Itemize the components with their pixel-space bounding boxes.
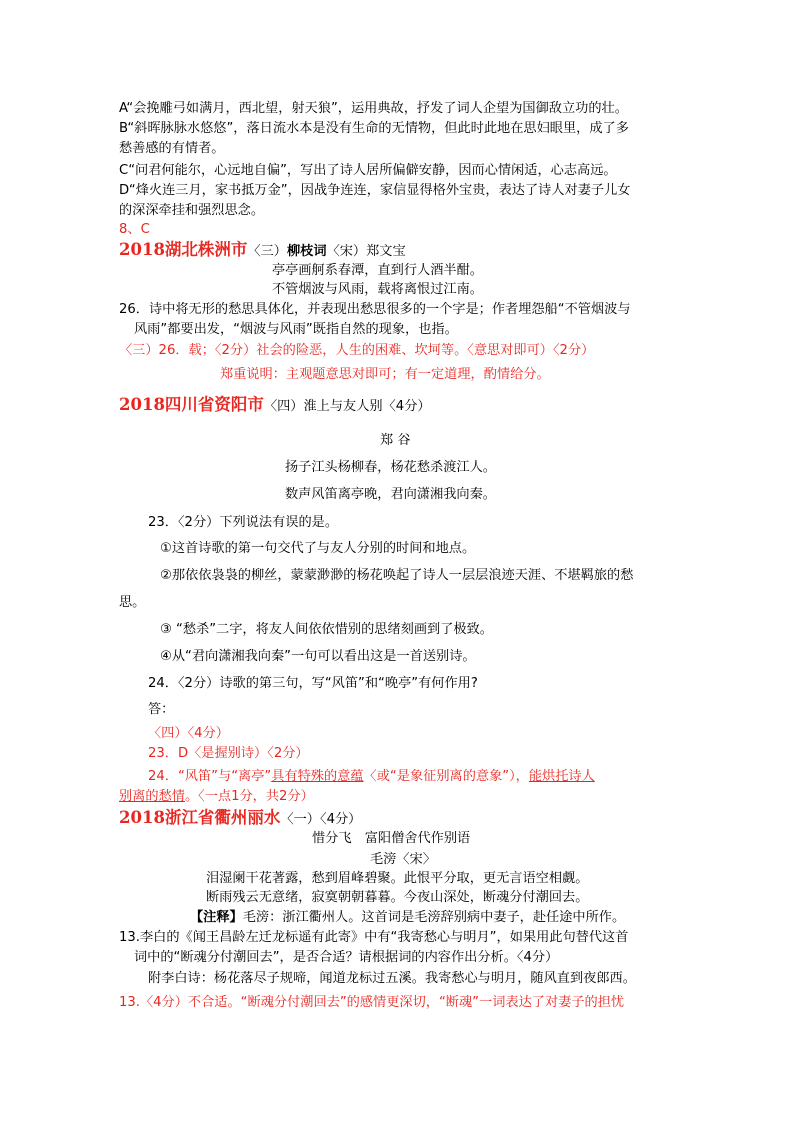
answer-13: 13.〈4分）不合适。“断魂分付潮回去”的感情更深切，“断魂”一词表达了对妻子的担忧	[119, 995, 625, 1010]
answer-24-score: 。〈一点1分，共2分）	[184, 789, 314, 804]
annotation	[190, 909, 625, 927]
poem-line-2: 数声风笛离亭晚，君向潇湘我向秦。	[285, 487, 496, 502]
region-title: 2018四川省资阳市	[119, 395, 264, 414]
option-d-line-1: D“烽火连三月，家书抵万金”，因战争连连，家信显得格外宝贵，表达了诗人对妻子儿女	[119, 183, 631, 198]
poem-author: 毛滂〈宋〉	[370, 852, 436, 867]
poem-title: 惜分飞 富阳僧舍代作别语	[312, 831, 471, 846]
option-a-line: A“会挽雕弓如满月，西北望，射天狼”，运用典故，抒发了词人企望为国御敌立功的壮。	[119, 101, 628, 116]
poem-line-1: 亭亭画舸系春潭，直到行人酒半酣。	[272, 263, 483, 278]
annotation-text: 毛滂：浙江衢州人。这首词是毛滂辞别病中妻子，赴任途中所作。	[242, 910, 626, 925]
poem-line-2: 不管烟波与风雨，载将离恨过江南。	[272, 282, 483, 297]
poem-line-1: 泪湿阑干花著露，愁到眉峰碧聚。此恨平分取，更无言语空相觑。	[206, 871, 589, 886]
annotation-label: 【注释】	[190, 910, 243, 925]
option-b-line-1: B“斜晖脉脉水悠悠”，落日流水本是没有生命的无情物，但此时此地在思妇眼里，成了多	[119, 121, 629, 136]
answer-label: 答：	[148, 702, 175, 717]
question-23: 23．〈2分）下列说法有误的是。	[148, 515, 339, 530]
answer-24-underlined-2: 能烘托诗人	[528, 769, 595, 784]
answer-24-underlined-3: 别离的愁情	[119, 789, 185, 804]
question-13-line-2: 词中的“断魂分付潮回去”，是否合适？请根据词的内容作出分析。〈4分）	[134, 950, 559, 965]
answer-24-line-2	[119, 788, 314, 806]
option-b-line-2: 愁善感的有情者。	[119, 141, 225, 156]
question-26-line-2: 风雨”都要出发，“烟波与风雨”既指自然的现象，也指。	[134, 322, 458, 337]
option-c-line: C“问君何能尔，心远地自偏”，写出了诗人居所偏僻安静，因而心情闲适，心志高远。	[119, 163, 617, 178]
section-heading-quzhou	[119, 809, 361, 829]
option-3: ③ “愁杀”二字，将友人间依依惜别的思绪刻画到了极致。	[160, 622, 493, 637]
option-2-line-2: 思。	[119, 595, 146, 610]
option-4: ④从“君向潇湘我向秦”一句可以看出这是一首送别诗。	[160, 649, 476, 664]
answer-26: 〈三）26．载；〈2分）社会的险恶，人生的困难、坎坷等。〈意思对即可）〈2分）	[119, 343, 595, 358]
option-2-line-1: ②那依依袅袅的柳丝，蒙蒙渺渺的杨花唤起了诗人一层层浪迹天涯、不堪羁旅的愁	[160, 568, 634, 583]
answer-24-underlined-1: 具有特殊的意蕴	[271, 769, 364, 784]
answer-8: 8、C	[119, 222, 150, 237]
answer-24-text: 〈或“是象征别离的意象”），	[363, 769, 529, 784]
question-13-line-1: 13.李白的《闻王昌龄左迁龙标遥有此寄》中有“我寄愁心与明月”，如果用此句替代这首	[119, 930, 629, 945]
question-26-line-1: 26．诗中将无形的愁思具体化，并表现出愁思很多的一个字是；作者埋怨船“不管烟波与	[119, 302, 631, 317]
poem-title: 柳枝词	[287, 244, 327, 259]
region-title: 2018浙江省衢州丽水	[119, 808, 281, 827]
section-number: 〈一）〈4分）	[280, 812, 362, 827]
poem-line-2: 断雨残云无意绪，寂寞朝朝暮暮。今夜山深处，断魂分付潮回去。	[206, 890, 589, 905]
question-24: 24．〈2分）诗歌的第三句，写“风笛”和“晚亭”有何作用?	[148, 676, 478, 691]
answer-24-text: 24．“风笛”与“离亭”	[148, 769, 272, 784]
section-heading-zhuzhou	[119, 241, 406, 261]
poem-author: 〈宋）郑文宝	[326, 244, 406, 259]
poem-heading: 〈四）淮上与友人别〈4分）	[263, 399, 431, 414]
section-number: 〈三）	[247, 244, 287, 259]
section-heading-ziyang	[119, 396, 431, 416]
poem-author: 郑 谷	[380, 433, 411, 448]
scoring-note: 郑重说明：主观题意思对即可；有一定道理，酌情给分。	[220, 367, 550, 382]
appended-li-bai-poem: 附李白诗：杨花落尽子规啼，闻道龙标过五溪。我寄愁心与明月，随风直到夜郎西。	[148, 971, 636, 986]
answer-24-line-1	[148, 768, 595, 786]
poem-line-1: 扬子江头杨柳春，杨花愁杀渡江人。	[285, 460, 496, 475]
answer-23: 23．D〈是握别诗）〈2分）	[148, 746, 309, 761]
answer-section-4: 〈四）〈4分）	[148, 726, 229, 741]
region-title: 2018湖北株洲市	[119, 240, 248, 259]
option-d-line-2: 的深深牵挂和强烈思念。	[119, 203, 265, 218]
option-1: ①这首诗歌的第一句交代了与友人分别的时间和地点。	[160, 541, 476, 556]
